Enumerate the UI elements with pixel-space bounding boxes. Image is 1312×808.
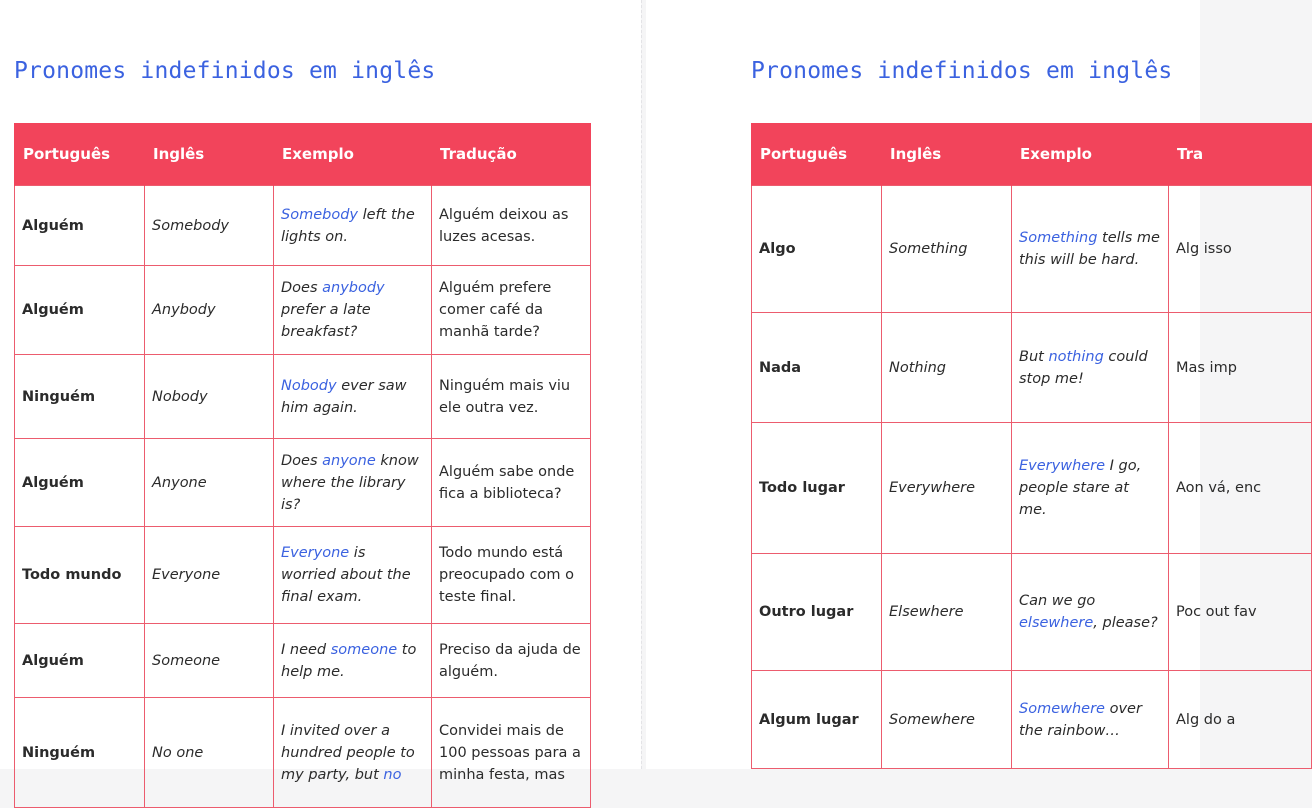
cell-english: Nothing (882, 313, 1012, 423)
cell-portuguese: Alguém (15, 439, 145, 527)
example-highlight: Somewhere (1019, 700, 1105, 717)
example-text: prefer a late breakfast? (281, 302, 371, 340)
cell-english: Someone (145, 624, 274, 698)
cell-english: Anybody (145, 266, 274, 355)
column-header-traducao: Tra (1169, 123, 1312, 186)
cell-translation: Preciso da ajuda de alguém. (432, 624, 591, 698)
cell-translation: Alguém sabe onde fica a biblioteca? (432, 439, 591, 527)
example-highlight: anybody (322, 280, 385, 296)
example-text: Does (281, 280, 323, 296)
cell-translation: Alguém prefere comer café da manhã tarde? (432, 266, 591, 355)
example-highlight: elsewhere (1019, 615, 1094, 631)
table-row (752, 313, 1312, 423)
example-highlight: anyone (322, 452, 376, 469)
cell-portuguese: Alguém (15, 186, 145, 266)
cell-english: Everyone (145, 527, 274, 624)
cell-english: Somebody (145, 186, 274, 266)
column-header-ingles: Inglês (882, 123, 1012, 186)
cell-english: Somewhere (882, 671, 1012, 769)
cell-translation: Alg isso (1169, 186, 1312, 313)
table-row (15, 266, 591, 355)
example-highlight: nothing (1048, 348, 1104, 365)
cell-english: Everywhere (882, 423, 1012, 554)
page-title: Pronomes indefinidos em inglês (751, 58, 1173, 84)
column-header-portugues: Português (15, 123, 145, 186)
table-row (15, 439, 591, 527)
cell-example (274, 698, 432, 808)
example-text: to help me. (281, 641, 417, 680)
example-text: I invited over a hundred people to my party, but (281, 722, 415, 783)
cell-portuguese: Algo (752, 186, 882, 313)
example-highlight: Somebody (281, 206, 358, 223)
example-text: Does (281, 452, 323, 469)
example-highlight: no (383, 766, 402, 783)
pronouns-table (14, 123, 591, 808)
cell-portuguese: Todo mundo (15, 527, 145, 624)
cell-translation: Alguém deixou as luzes acesas. (432, 186, 591, 266)
cell-example (1012, 186, 1169, 313)
cell-example (274, 527, 432, 624)
example-text: over the rainbow… (1019, 700, 1142, 739)
cell-portuguese: Nada (752, 313, 882, 423)
cell-english: Anyone (145, 439, 274, 527)
cell-example (274, 355, 432, 439)
example-highlight: Something (1019, 230, 1098, 246)
example-text: ever saw him again. (281, 377, 407, 416)
example-text: left the lights on. (281, 206, 415, 245)
cell-portuguese: Outro lugar (752, 554, 882, 671)
cell-portuguese: Ninguém (15, 698, 145, 808)
cell-example (1012, 671, 1169, 769)
table-row (15, 527, 591, 624)
example-text: I go, people stare at me. (1019, 458, 1142, 518)
column-header-ingles: Inglês (145, 123, 274, 186)
cell-example (274, 186, 432, 266)
example-text: I need (281, 641, 331, 658)
cell-portuguese: Algum lugar (752, 671, 882, 769)
table-row (15, 186, 591, 266)
cell-translation: Ninguém mais viu ele outra vez. (432, 355, 591, 439)
example-text: But (1019, 348, 1049, 365)
example-text: tells me this will be hard. (1019, 230, 1160, 268)
cell-portuguese: Todo lugar (752, 423, 882, 554)
cell-example (1012, 554, 1169, 671)
example-text: Can we go (1019, 593, 1096, 609)
cell-example (1012, 313, 1169, 423)
example-highlight: Everyone (281, 545, 350, 561)
column-header-traducao: Tradução (432, 123, 591, 186)
table-row (15, 624, 591, 698)
table-row (752, 423, 1312, 554)
cell-example (1012, 423, 1169, 554)
column-header-exemplo: Exemplo (1012, 123, 1169, 186)
cell-portuguese: Ninguém (15, 355, 145, 439)
example-text: could stop me! (1019, 348, 1148, 387)
table-row (752, 554, 1312, 671)
cell-english: Nobody (145, 355, 274, 439)
right-page (646, 0, 1262, 769)
cell-english: Something (882, 186, 1012, 313)
cell-translation: Todo mundo está preocupado com o teste final. (432, 527, 591, 624)
cell-example (274, 439, 432, 527)
example-text: know where the library is? (281, 452, 419, 513)
cell-translation: Poc out fav (1169, 554, 1312, 671)
column-header-portugues: Português (752, 123, 882, 186)
cell-example (274, 624, 432, 698)
cell-english: Elsewhere (882, 554, 1012, 671)
column-header-exemplo: Exemplo (274, 123, 432, 186)
cell-portuguese: Alguém (15, 266, 145, 355)
table-header-row (752, 123, 1312, 186)
cell-translation: Alg do a (1169, 671, 1312, 769)
example-text: is worried about the final exam. (281, 545, 411, 605)
table-row (15, 698, 591, 808)
cell-example (274, 266, 432, 355)
cell-english: No one (145, 698, 274, 808)
cell-translation: Aon vá, enc (1169, 423, 1312, 554)
table-row (752, 186, 1312, 313)
cell-translation: Mas imp (1169, 313, 1312, 423)
example-highlight: Everywhere (1019, 458, 1106, 474)
table-row (752, 671, 1312, 769)
table-header-row (15, 123, 591, 186)
page-title: Pronomes indefinidos em inglês (14, 58, 436, 84)
cell-translation: Convidei mais de 100 pessoas para a minha festa, mas (432, 698, 591, 808)
example-highlight: someone (330, 641, 398, 658)
cell-portuguese: Alguém (15, 624, 145, 698)
left-page (0, 0, 641, 783)
table-row (15, 355, 591, 439)
example-text: , please? (1093, 615, 1158, 631)
example-highlight: Nobody (281, 377, 337, 394)
pronouns-table (751, 123, 1312, 769)
